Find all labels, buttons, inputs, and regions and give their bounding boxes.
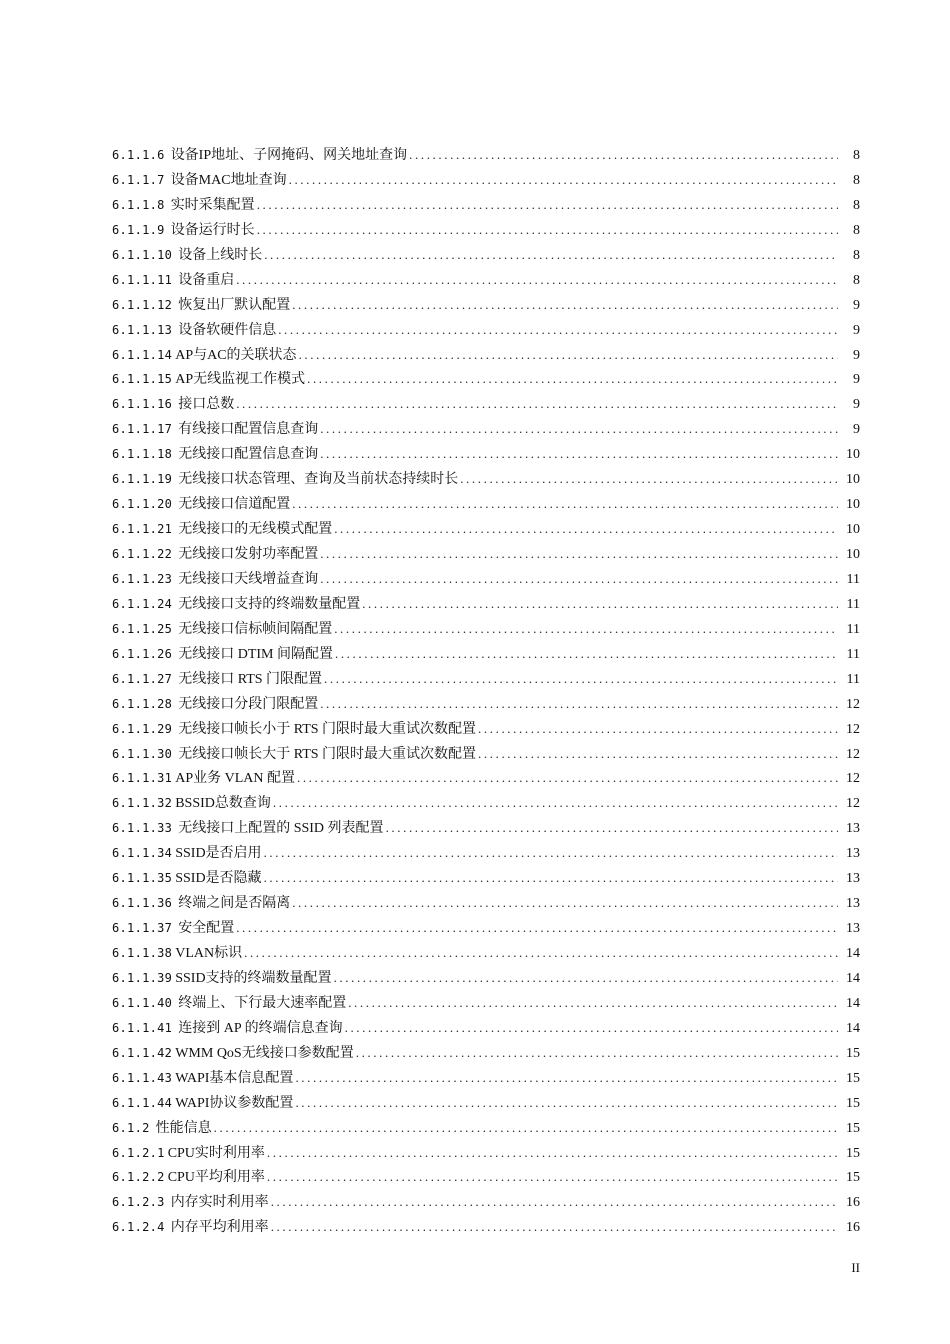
toc-entry[interactable] [112, 168, 860, 193]
toc-dot-leader [478, 717, 838, 742]
toc-entry-page: 9 [853, 322, 860, 338]
toc-entry-number: 6.1.2.1 [112, 1145, 165, 1160]
toc-dot-leader [236, 916, 838, 941]
toc-entry-page: 10 [846, 472, 860, 488]
toc-entry-page: 8 [853, 197, 860, 213]
toc-entry-page: 15 [846, 1120, 860, 1136]
toc-entry-title: 安全配置 [178, 921, 235, 937]
toc-dot-leader [236, 268, 838, 293]
toc-dot-leader [292, 492, 838, 517]
toc-dot-leader [324, 667, 838, 692]
toc-entry-page: 13 [846, 821, 860, 837]
toc-entry-page: 16 [846, 1195, 860, 1211]
toc-entry-number: 6.1.1.12 [112, 297, 173, 312]
toc-entry[interactable] [112, 692, 860, 717]
toc-entry-title: AP与AC的关联状态 [175, 347, 297, 363]
toc-entry-title: BSSID总数查询 [175, 796, 271, 812]
table-of-contents [112, 143, 860, 1240]
toc-entry[interactable] [112, 1215, 860, 1240]
toc-entry-page: 8 [853, 222, 860, 238]
toc-entry-title: 设备MAC地址查询 [170, 172, 287, 188]
toc-entry-title: 无线接口 RTS 门限配置 [178, 671, 323, 687]
toc-entry-title: WAPI基本信息配置 [175, 1070, 294, 1086]
toc-entry-page: 12 [846, 771, 860, 787]
toc-entry[interactable] [112, 567, 860, 592]
toc-entry-page: 14 [846, 946, 860, 961]
toc-entry[interactable] [112, 1016, 860, 1041]
toc-entry-number: 6.1.1.31 [112, 771, 173, 786]
toc-dot-leader [320, 567, 838, 592]
toc-entry[interactable] [112, 268, 860, 293]
toc-entry-page: 10 [846, 447, 860, 463]
toc-entry-page: 15 [846, 1070, 860, 1086]
toc-entry-number: 6.1.1.29 [112, 721, 173, 736]
toc-entry[interactable] [112, 866, 860, 891]
toc-entry-number: 6.1.1.16 [112, 397, 173, 412]
toc-dot-leader [409, 143, 838, 168]
toc-entry[interactable] [112, 318, 860, 343]
toc-entry-title: CPU实时利用率 [167, 1145, 265, 1161]
toc-entry-page: 15 [846, 1170, 860, 1186]
toc-entry[interactable] [112, 841, 860, 866]
toc-entry-page: 14 [846, 1020, 860, 1036]
toc-entry[interactable] [112, 791, 860, 816]
toc-dot-leader [478, 742, 838, 767]
toc-entry-title: 无线接口分段门限配置 [178, 696, 319, 712]
toc-entry-number: 6.1.2.2 [112, 1170, 165, 1185]
toc-entry-number: 6.1.1.23 [112, 571, 173, 586]
toc-entry-page: 11 [846, 646, 860, 662]
toc-entry-title: 无线接口天线增益查询 [178, 571, 319, 587]
toc-dot-leader [289, 168, 838, 193]
toc-entry[interactable] [112, 617, 860, 642]
toc-entry-page: 13 [846, 896, 860, 912]
toc-entry-page: 10 [846, 547, 860, 562]
toc-entry-number: 6.1.1.19 [112, 472, 173, 487]
toc-entry-number: 6.1.1.42 [112, 1045, 173, 1060]
toc-entry-title: 终端上、下行最大速率配置 [178, 995, 347, 1011]
toc-dot-leader [264, 866, 838, 891]
toc-dot-leader [264, 243, 838, 268]
toc-dot-leader [271, 1190, 838, 1215]
toc-entry-page: 12 [846, 746, 860, 762]
toc-entry-number: 6.1.2.4 [112, 1220, 165, 1235]
toc-entry[interactable] [112, 742, 860, 767]
toc-dot-leader [320, 442, 838, 467]
toc-dot-leader [320, 542, 838, 567]
toc-dot-leader [335, 642, 838, 667]
toc-dot-leader [292, 293, 838, 318]
toc-dot-leader [299, 343, 838, 368]
page-number: II [851, 1260, 860, 1275]
toc-entry-page: 11 [846, 596, 860, 612]
toc-dot-leader [257, 193, 838, 218]
toc-entry-page: 16 [846, 1220, 860, 1236]
toc-entry-page: 9 [853, 372, 860, 388]
toc-entry[interactable] [112, 991, 860, 1016]
toc-entry-page: 12 [846, 796, 860, 812]
toc-entry-number: 6.1.1.39 [112, 970, 173, 985]
toc-entry-number: 6.1.2 [112, 1120, 150, 1135]
toc-dot-leader [320, 692, 838, 717]
toc-entry-page: 12 [846, 696, 860, 712]
toc-entry[interactable] [112, 417, 860, 442]
toc-entry-number: 6.1.2.3 [112, 1195, 165, 1210]
toc-entry-number: 6.1.1.37 [112, 921, 173, 936]
toc-dot-leader [307, 367, 838, 392]
toc-entry[interactable] [112, 243, 860, 268]
toc-entry[interactable] [112, 891, 860, 916]
toc-dot-leader [334, 966, 838, 991]
toc-entry-page: 8 [853, 247, 860, 263]
toc-entry-title: 设备上线时长 [178, 247, 263, 263]
toc-entry[interactable] [112, 193, 860, 218]
toc-entry[interactable] [112, 392, 860, 417]
toc-dot-leader [214, 1116, 838, 1141]
toc-entry-page: 13 [846, 871, 860, 887]
toc-entry-number: 6.1.1.14 [112, 347, 173, 362]
toc-entry[interactable] [112, 1165, 860, 1190]
toc-entry[interactable] [112, 592, 860, 617]
toc-entry[interactable] [112, 642, 860, 667]
toc-entry-title: 无线接口 DTIM 间隔配置 [178, 646, 333, 662]
toc-entry-page: 11 [846, 671, 860, 687]
toc-entry-page: 9 [853, 422, 860, 438]
toc-dot-leader [244, 941, 838, 966]
toc-entry-number: 6.1.1.25 [112, 621, 173, 636]
toc-entry-page: 15 [846, 1095, 860, 1111]
toc-dot-leader [292, 891, 838, 916]
toc-entry-title: 无线接口支持的终端数量配置 [178, 596, 361, 612]
toc-dot-leader [320, 417, 838, 442]
toc-entry-page: 9 [853, 347, 860, 363]
toc-entry-page: 12 [846, 721, 860, 737]
toc-dot-leader [267, 1141, 838, 1166]
toc-entry[interactable] [112, 367, 860, 392]
toc-entry-number: 6.1.1.15 [112, 372, 173, 387]
toc-entry-number: 6.1.1.7 [112, 172, 165, 187]
toc-entry[interactable] [112, 343, 860, 368]
toc-entry-title: 有线接口配置信息查询 [178, 422, 319, 438]
toc-dot-leader [334, 517, 838, 542]
toc-entry-number: 6.1.1.36 [112, 896, 173, 911]
toc-entry-title: 连接到 AP 的终端信息查询 [178, 1020, 343, 1036]
toc-entry-title: SSID是否隐藏 [175, 871, 262, 887]
toc-entry[interactable] [112, 1041, 860, 1066]
toc-entry[interactable] [112, 293, 860, 318]
toc-dot-leader [267, 1165, 838, 1190]
toc-entry-page: 11 [846, 621, 860, 637]
toc-entry-title: SSID支持的终端数量配置 [175, 970, 332, 986]
toc-entry-number: 6.1.1.32 [112, 796, 173, 811]
toc-entry[interactable] [112, 766, 860, 791]
toc-dot-leader [334, 617, 838, 642]
toc-entry-number: 6.1.1.20 [112, 497, 173, 512]
toc-entry-number: 6.1.1.21 [112, 522, 173, 537]
toc-entry[interactable] [112, 442, 860, 467]
toc-entry-page: 14 [846, 970, 860, 986]
toc-entry-page: 8 [853, 272, 860, 288]
toc-entry-page: 15 [846, 1145, 860, 1161]
toc-entry[interactable] [112, 542, 860, 567]
toc-entry-number: 6.1.1.30 [112, 746, 173, 761]
toc-dot-leader [295, 1066, 838, 1091]
toc-entry-title: 无线接口的无线模式配置 [178, 522, 333, 538]
toc-entry-title: AP无线监视工作模式 [175, 372, 306, 388]
toc-entry-number: 6.1.1.8 [112, 197, 165, 212]
toc-entry-title: 设备软硬件信息 [178, 322, 277, 338]
toc-entry[interactable] [112, 143, 860, 168]
toc-entry-page: 8 [853, 148, 860, 163]
toc-entry[interactable] [112, 492, 860, 517]
toc-entry-page: 10 [846, 522, 860, 538]
toc-entry-number: 6.1.1.44 [112, 1095, 173, 1110]
toc-entry-title: 无线接口发射功率配置 [178, 547, 319, 562]
toc-entry-number: 6.1.1.24 [112, 596, 173, 611]
toc-entry-title: WAPI协议参数配置 [175, 1095, 294, 1111]
toc-entry[interactable] [112, 1190, 860, 1215]
toc-entry-title: CPU平均利用率 [167, 1170, 265, 1186]
toc-entry-title: VLAN标识 [175, 946, 243, 961]
toc-entry-title: 内存实时利用率 [170, 1195, 269, 1211]
toc-entry[interactable] [112, 816, 860, 841]
toc-entry-page: 14 [846, 995, 860, 1011]
toc-entry-title: 无线接口配置信息查询 [178, 447, 319, 463]
toc-entry-number: 6.1.1.27 [112, 671, 173, 686]
toc-entry-page: 11 [846, 571, 860, 587]
toc-entry-number: 6.1.1.9 [112, 222, 165, 237]
toc-entry-title: 实时采集配置 [170, 197, 255, 213]
toc-entry[interactable] [112, 1116, 860, 1141]
toc-entry-page: 8 [853, 172, 860, 188]
toc-dot-leader [236, 392, 838, 417]
toc-entry-page: 9 [853, 297, 860, 313]
toc-dot-leader [356, 1041, 838, 1066]
toc-entry[interactable] [112, 218, 860, 243]
toc-entry-page: 15 [846, 1045, 860, 1061]
toc-entry-page: 9 [853, 397, 860, 413]
toc-entry-title: WMM QoS无线接口参数配置 [175, 1045, 354, 1061]
toc-entry-number: 6.1.1.22 [112, 547, 173, 561]
toc-dot-leader [460, 467, 838, 492]
toc-entry-title: 无线接口信道配置 [178, 497, 291, 513]
toc-entry-number: 6.1.1.35 [112, 871, 173, 886]
toc-dot-leader [348, 991, 838, 1016]
toc-entry-number: 6.1.1.6 [112, 148, 165, 162]
toc-entry-number: 6.1.1.10 [112, 247, 173, 262]
toc-dot-leader [297, 766, 838, 791]
toc-entry-number: 6.1.1.11 [112, 272, 173, 287]
toc-entry-title: 无线接口帧长大于 RTS 门限时最大重试次数配置 [178, 746, 477, 762]
toc-entry-number: 6.1.1.33 [112, 821, 173, 836]
toc-entry-number: 6.1.1.34 [112, 846, 173, 861]
toc-dot-leader [386, 816, 838, 841]
toc-entry-title: 设备重启 [178, 272, 235, 288]
toc-entry-title: 内存平均利用率 [170, 1220, 269, 1236]
toc-entry-title: 恢复出厂默认配置 [178, 297, 291, 313]
toc-dot-leader [362, 592, 838, 617]
toc-entry-number: 6.1.1.38 [112, 946, 173, 960]
toc-entry-title: 终端之间是否隔离 [178, 896, 291, 912]
toc-entry-number: 6.1.1.13 [112, 322, 173, 337]
toc-entry-page: 10 [846, 497, 860, 513]
toc-entry[interactable] [112, 916, 860, 941]
toc-entry-number: 6.1.1.40 [112, 995, 173, 1010]
toc-entry[interactable] [112, 941, 860, 966]
toc-entry[interactable] [112, 517, 860, 542]
toc-entry-title: 无线接口帧长小于 RTS 门限时最大重试次数配置 [178, 721, 477, 737]
toc-entry-title: SSID是否启用 [175, 846, 262, 862]
toc-entry-page: 13 [846, 921, 860, 937]
toc-entry[interactable] [112, 717, 860, 742]
toc-dot-leader [271, 1215, 838, 1240]
toc-entry-number: 6.1.1.18 [112, 447, 173, 462]
toc-entry-number: 6.1.1.41 [112, 1020, 173, 1035]
toc-entry-page: 13 [846, 846, 860, 862]
toc-entry-title: 设备IP地址、子网掩码、网关地址查询 [170, 148, 408, 163]
toc-entry-number: 6.1.1.26 [112, 646, 173, 661]
toc-dot-leader [273, 791, 838, 816]
toc-entry[interactable] [112, 1091, 860, 1116]
toc-entry-title: 接口总数 [178, 397, 235, 413]
toc-entry-title: 无线接口上配置的 SSID 列表配置 [178, 821, 384, 837]
toc-dot-leader [264, 841, 838, 866]
toc-entry-number: 6.1.1.43 [112, 1070, 173, 1085]
toc-entry-title: AP业务 VLAN 配置 [175, 771, 295, 787]
toc-entry[interactable] [112, 1141, 860, 1166]
toc-entry-title: 无线接口信标帧间隔配置 [178, 621, 333, 637]
toc-entry-title: 无线接口状态管理、查询及当前状态持续时长 [178, 472, 459, 488]
toc-entry[interactable] [112, 667, 860, 692]
toc-dot-leader [278, 318, 838, 343]
toc-dot-leader [345, 1016, 838, 1041]
toc-entry-number: 6.1.1.28 [112, 696, 173, 711]
toc-entry-title: 设备运行时长 [170, 222, 255, 238]
toc-dot-leader [295, 1091, 838, 1116]
toc-entry[interactable] [112, 966, 860, 991]
toc-entry-number: 6.1.1.17 [112, 422, 173, 437]
toc-entry-title: 性能信息 [155, 1120, 212, 1136]
toc-entry[interactable] [112, 1066, 860, 1091]
toc-entry[interactable] [112, 467, 860, 492]
toc-dot-leader [257, 218, 838, 243]
